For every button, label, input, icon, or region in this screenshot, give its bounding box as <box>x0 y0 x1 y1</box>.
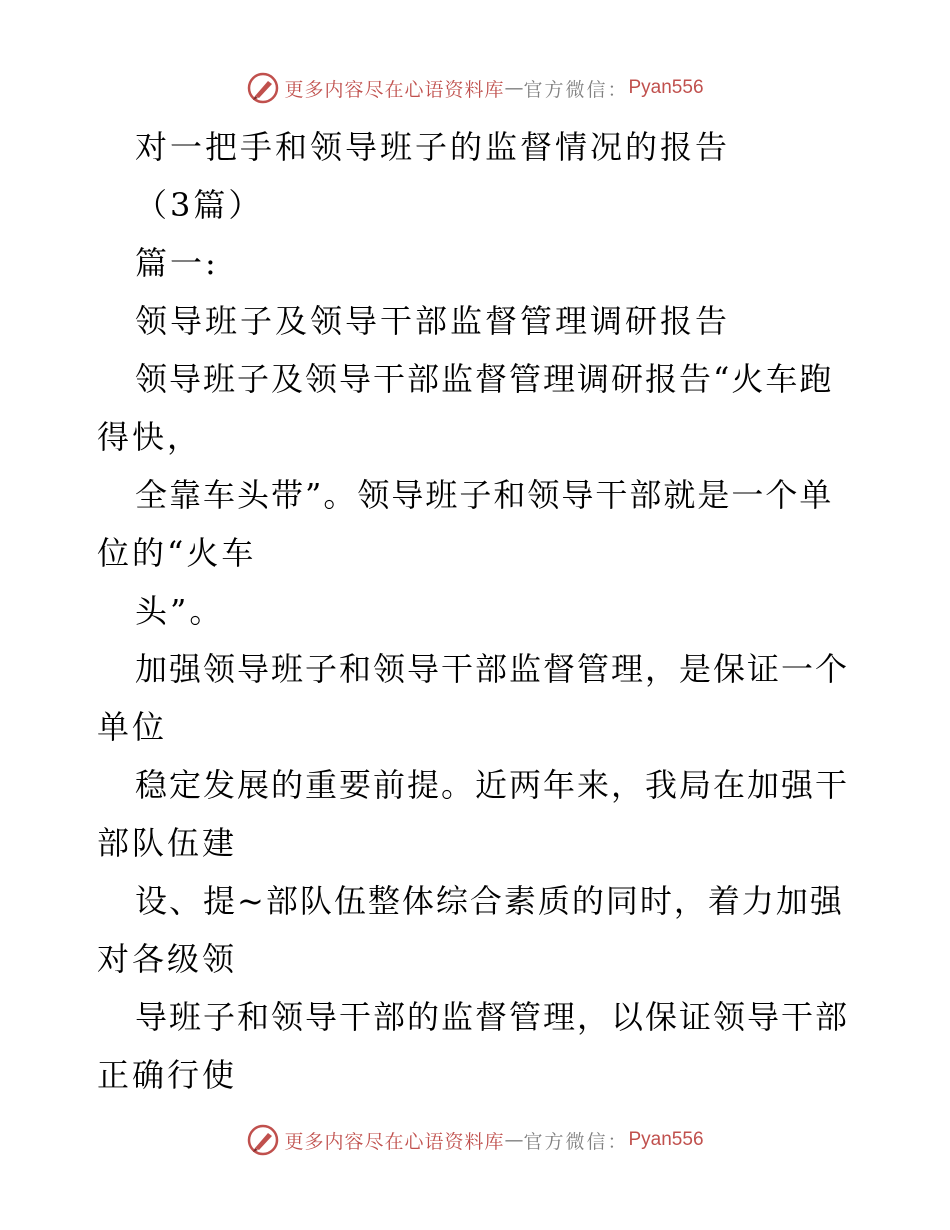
header-banner <box>0 68 950 108</box>
banner-wechat-label: 官方微信： <box>523 1130 629 1153</box>
text-line: 得快， <box>97 418 203 456</box>
text-line: 头”。 <box>135 592 225 630</box>
pen-logo-icon <box>246 71 280 105</box>
text-line: 稳定发展的重要前提。近两年来，我局在加强干 <box>135 766 850 804</box>
doc-subtitle: （3篇） <box>135 186 264 224</box>
footer-banner <box>0 1120 950 1160</box>
section-heading: 领导班子及领导干部监督管理调研报告 <box>135 302 731 340</box>
text-line: 正确行使 <box>97 1056 238 1094</box>
text-line: 设、提~部队伍整体综合素质的同时，着力加强 <box>135 882 844 920</box>
text-line: 导班子和领导干部的监督管理，以保证领导干部 <box>135 998 850 1036</box>
text-line: 加强领导班子和领导干部监督管理，是保证一个 <box>135 650 850 688</box>
banner-wechat-id: Pyan556 <box>628 77 704 98</box>
pen-logo-icon <box>246 1123 280 1157</box>
doc-title: 对一把手和领导班子的监督情况的报告 <box>135 128 731 166</box>
banner-dash: — <box>504 77 524 99</box>
banner-text: 更多内容尽在心语资料库 <box>284 1130 505 1153</box>
banner-wechat-id: Pyan556 <box>628 1129 704 1150</box>
text-line: 对各级领 <box>97 940 238 978</box>
banner-wechat-label: 官方微信： <box>523 78 629 101</box>
document-body <box>97 118 852 1104</box>
text-line: 单位 <box>97 708 168 746</box>
text-line: 位的“火车 <box>97 534 257 572</box>
text-line: 全靠车头带”。领导班子和领导干部就是一个单 <box>135 476 834 514</box>
banner-text: 更多内容尽在心语资料库 <box>284 78 505 101</box>
text-line: 部队伍建 <box>97 824 238 862</box>
text-line: 领导班子及领导干部监督管理调研报告“火车跑 <box>135 360 834 398</box>
section-label: 篇一: <box>135 244 219 282</box>
banner-dash: — <box>504 1129 524 1151</box>
